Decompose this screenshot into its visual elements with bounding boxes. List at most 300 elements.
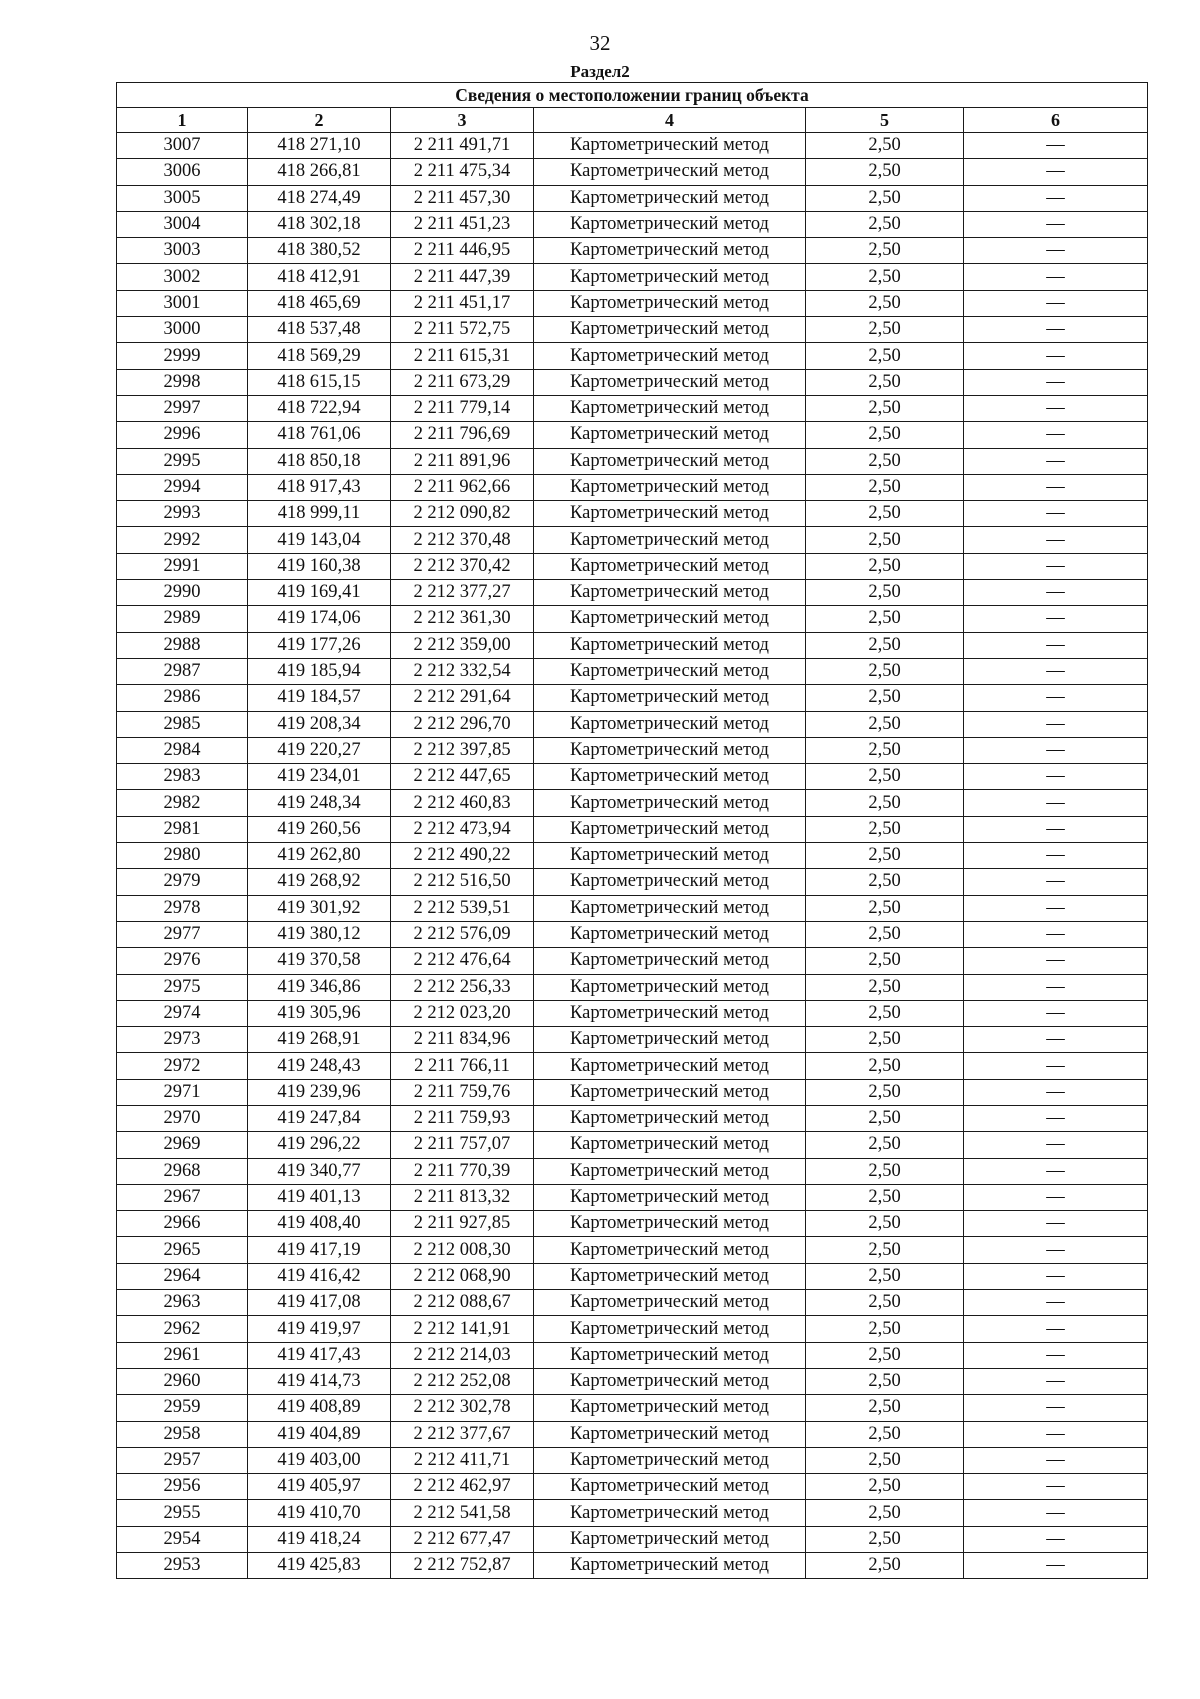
determination-method: Картометрический метод [534, 685, 806, 711]
table-row [117, 1316, 1148, 1342]
x-coordinate: 418 850,18 [248, 448, 391, 474]
point-description: — [964, 553, 1148, 579]
accuracy-value: 2,50 [806, 764, 964, 790]
y-coordinate: 2 212 377,27 [391, 580, 534, 606]
x-coordinate: 418 761,06 [248, 422, 391, 448]
x-coordinate: 419 408,89 [248, 1395, 391, 1421]
x-coordinate: 419 143,04 [248, 527, 391, 553]
accuracy-value: 2,50 [806, 264, 964, 290]
determination-method: Картометрический метод [534, 1316, 806, 1342]
point-number: 2964 [117, 1263, 248, 1289]
accuracy-value: 2,50 [806, 1500, 964, 1526]
accuracy-value: 2,50 [806, 580, 964, 606]
x-coordinate: 418 266,81 [248, 159, 391, 185]
point-number: 2968 [117, 1158, 248, 1184]
determination-method: Картометрический метод [534, 658, 806, 684]
y-coordinate: 2 212 291,64 [391, 685, 534, 711]
point-description: — [964, 1079, 1148, 1105]
x-coordinate: 419 301,92 [248, 895, 391, 921]
table-row [117, 895, 1148, 921]
column-number: 4 [534, 108, 806, 133]
accuracy-value: 2,50 [806, 790, 964, 816]
table-row [117, 185, 1148, 211]
table-row [117, 527, 1148, 553]
determination-method: Картометрический метод [534, 1526, 806, 1552]
y-coordinate: 2 212 256,33 [391, 974, 534, 1000]
determination-method: Картометрический метод [534, 474, 806, 500]
accuracy-value: 2,50 [806, 632, 964, 658]
accuracy-value: 2,50 [806, 1421, 964, 1447]
point-description: — [964, 1316, 1148, 1342]
point-number: 3002 [117, 264, 248, 290]
point-description: — [964, 264, 1148, 290]
determination-method: Картометрический метод [534, 1263, 806, 1289]
y-coordinate: 2 211 475,34 [391, 159, 534, 185]
point-number: 2994 [117, 474, 248, 500]
accuracy-value: 2,50 [806, 606, 964, 632]
point-description: — [964, 606, 1148, 632]
point-number: 3004 [117, 211, 248, 237]
y-coordinate: 2 212 490,22 [391, 843, 534, 869]
point-description: — [964, 1053, 1148, 1079]
x-coordinate: 419 239,96 [248, 1079, 391, 1105]
determination-method: Картометрический метод [534, 948, 806, 974]
y-coordinate: 2 211 757,07 [391, 1132, 534, 1158]
accuracy-value: 2,50 [806, 1290, 964, 1316]
point-description: — [964, 1027, 1148, 1053]
y-coordinate: 2 212 023,20 [391, 1000, 534, 1026]
y-coordinate: 2 212 447,65 [391, 764, 534, 790]
point-number: 2987 [117, 658, 248, 684]
determination-method: Картометрический метод [534, 369, 806, 395]
table-row [117, 448, 1148, 474]
accuracy-value: 2,50 [806, 921, 964, 947]
point-number: 3005 [117, 185, 248, 211]
table-row [117, 580, 1148, 606]
y-coordinate: 2 212 214,03 [391, 1342, 534, 1368]
x-coordinate: 419 425,83 [248, 1553, 391, 1579]
x-coordinate: 419 169,41 [248, 580, 391, 606]
table-row [117, 658, 1148, 684]
point-number: 2962 [117, 1316, 248, 1342]
x-coordinate: 418 537,48 [248, 317, 391, 343]
point-number: 3006 [117, 159, 248, 185]
accuracy-value: 2,50 [806, 658, 964, 684]
accuracy-value: 2,50 [806, 1342, 964, 1368]
page-number: 32 [589, 31, 611, 55]
point-number: 2956 [117, 1474, 248, 1500]
accuracy-value: 2,50 [806, 737, 964, 763]
table-row [117, 816, 1148, 842]
table-row [117, 290, 1148, 316]
y-coordinate: 2 212 539,51 [391, 895, 534, 921]
determination-method: Картометрический метод [534, 816, 806, 842]
point-number: 2998 [117, 369, 248, 395]
point-number: 2978 [117, 895, 248, 921]
y-coordinate: 2 211 770,39 [391, 1158, 534, 1184]
y-coordinate: 2 211 813,32 [391, 1184, 534, 1210]
accuracy-value: 2,50 [806, 869, 964, 895]
x-coordinate: 419 401,13 [248, 1184, 391, 1210]
table-row [117, 711, 1148, 737]
column-number: 1 [117, 108, 248, 133]
determination-method: Картометрический метод [534, 843, 806, 869]
point-description: — [964, 238, 1148, 264]
determination-method: Картометрический метод [534, 264, 806, 290]
point-description: — [964, 1342, 1148, 1368]
y-coordinate: 2 212 008,30 [391, 1237, 534, 1263]
x-coordinate: 418 569,29 [248, 343, 391, 369]
accuracy-value: 2,50 [806, 317, 964, 343]
determination-method: Картометрический метод [534, 1342, 806, 1368]
point-number: 2975 [117, 974, 248, 1000]
y-coordinate: 2 211 891,96 [391, 448, 534, 474]
column-number-row [117, 108, 1148, 133]
determination-method: Картометрический метод [534, 790, 806, 816]
point-description: — [964, 1526, 1148, 1552]
determination-method: Картометрический метод [534, 1132, 806, 1158]
point-description: — [964, 1500, 1148, 1526]
y-coordinate: 2 212 090,82 [391, 501, 534, 527]
determination-method: Картометрический метод [534, 395, 806, 421]
accuracy-value: 2,50 [806, 895, 964, 921]
table-row [117, 606, 1148, 632]
point-description: — [964, 685, 1148, 711]
point-description: — [964, 317, 1148, 343]
point-description: — [964, 1237, 1148, 1263]
point-description: — [964, 737, 1148, 763]
point-number: 2981 [117, 816, 248, 842]
point-number: 2960 [117, 1368, 248, 1394]
x-coordinate: 418 999,11 [248, 501, 391, 527]
table-row [117, 1421, 1148, 1447]
point-description: — [964, 658, 1148, 684]
point-number: 2997 [117, 395, 248, 421]
accuracy-value: 2,50 [806, 1027, 964, 1053]
point-number: 2991 [117, 553, 248, 579]
table-row [117, 1395, 1148, 1421]
column-number: 3 [391, 108, 534, 133]
determination-method: Картометрический метод [534, 869, 806, 895]
y-coordinate: 2 211 451,23 [391, 211, 534, 237]
point-description: — [964, 816, 1148, 842]
table-row [117, 1553, 1148, 1579]
table-row [117, 501, 1148, 527]
accuracy-value: 2,50 [806, 553, 964, 579]
accuracy-value: 2,50 [806, 685, 964, 711]
accuracy-value: 2,50 [806, 422, 964, 448]
accuracy-value: 2,50 [806, 1184, 964, 1210]
point-description: — [964, 133, 1148, 159]
determination-method: Картометрический метод [534, 422, 806, 448]
x-coordinate: 419 185,94 [248, 658, 391, 684]
table-row [117, 1079, 1148, 1105]
accuracy-value: 2,50 [806, 1079, 964, 1105]
determination-method: Картометрический метод [534, 501, 806, 527]
y-coordinate: 2 212 576,09 [391, 921, 534, 947]
table-row [117, 1105, 1148, 1131]
y-coordinate: 2 211 615,31 [391, 343, 534, 369]
table-row [117, 1000, 1148, 1026]
point-description: — [964, 1105, 1148, 1131]
table-row [117, 422, 1148, 448]
point-description: — [964, 527, 1148, 553]
point-number: 2996 [117, 422, 248, 448]
point-description: — [964, 1000, 1148, 1026]
point-number: 2992 [117, 527, 248, 553]
x-coordinate: 418 302,18 [248, 211, 391, 237]
table-row [117, 869, 1148, 895]
table-row [117, 1184, 1148, 1210]
point-description: — [964, 1447, 1148, 1473]
x-coordinate: 418 465,69 [248, 290, 391, 316]
y-coordinate: 2 211 779,14 [391, 395, 534, 421]
x-coordinate: 419 405,97 [248, 1474, 391, 1500]
determination-method: Картометрический метод [534, 1474, 806, 1500]
determination-method: Картометрический метод [534, 1447, 806, 1473]
y-coordinate: 2 212 462,97 [391, 1474, 534, 1500]
y-coordinate: 2 211 834,96 [391, 1027, 534, 1053]
x-coordinate: 419 346,86 [248, 974, 391, 1000]
table-row [117, 921, 1148, 947]
point-number: 3000 [117, 317, 248, 343]
accuracy-value: 2,50 [806, 1211, 964, 1237]
x-coordinate: 419 417,43 [248, 1342, 391, 1368]
determination-method: Картометрический метод [534, 974, 806, 1000]
point-description: — [964, 974, 1148, 1000]
point-number: 2976 [117, 948, 248, 974]
y-coordinate: 2 212 332,54 [391, 658, 534, 684]
point-description: — [964, 1553, 1148, 1579]
y-coordinate: 2 211 446,95 [391, 238, 534, 264]
y-coordinate: 2 212 296,70 [391, 711, 534, 737]
determination-method: Картометрический метод [534, 238, 806, 264]
table-row [117, 133, 1148, 159]
point-description: — [964, 1211, 1148, 1237]
accuracy-value: 2,50 [806, 527, 964, 553]
point-number: 2979 [117, 869, 248, 895]
y-coordinate: 2 211 447,39 [391, 264, 534, 290]
y-coordinate: 2 212 377,67 [391, 1421, 534, 1447]
table-row [117, 1368, 1148, 1394]
determination-method: Картометрический метод [534, 1368, 806, 1394]
point-description: — [964, 1263, 1148, 1289]
point-description: — [964, 1132, 1148, 1158]
x-coordinate: 419 296,22 [248, 1132, 391, 1158]
table-row [117, 1132, 1148, 1158]
y-coordinate: 2 212 677,47 [391, 1526, 534, 1552]
x-coordinate: 419 268,91 [248, 1027, 391, 1053]
point-description: — [964, 1158, 1148, 1184]
point-description: — [964, 843, 1148, 869]
point-description: — [964, 501, 1148, 527]
point-description: — [964, 580, 1148, 606]
x-coordinate: 419 404,89 [248, 1421, 391, 1447]
determination-method: Картометрический метод [534, 317, 806, 343]
point-number: 2983 [117, 764, 248, 790]
x-coordinate: 419 248,43 [248, 1053, 391, 1079]
x-coordinate: 419 160,38 [248, 553, 391, 579]
x-coordinate: 419 208,34 [248, 711, 391, 737]
x-coordinate: 418 615,15 [248, 369, 391, 395]
table-row [117, 790, 1148, 816]
accuracy-value: 2,50 [806, 395, 964, 421]
y-coordinate: 2 212 370,42 [391, 553, 534, 579]
accuracy-value: 2,50 [806, 238, 964, 264]
point-number: 2990 [117, 580, 248, 606]
point-number: 2954 [117, 1526, 248, 1552]
point-number: 2980 [117, 843, 248, 869]
x-coordinate: 419 262,80 [248, 843, 391, 869]
x-coordinate: 419 220,27 [248, 737, 391, 763]
accuracy-value: 2,50 [806, 1553, 964, 1579]
determination-method: Картометрический метод [534, 1290, 806, 1316]
y-coordinate: 2 212 516,50 [391, 869, 534, 895]
point-description: — [964, 185, 1148, 211]
x-coordinate: 419 370,58 [248, 948, 391, 974]
x-coordinate: 419 408,40 [248, 1211, 391, 1237]
determination-method: Картометрический метод [534, 211, 806, 237]
accuracy-value: 2,50 [806, 1316, 964, 1342]
accuracy-value: 2,50 [806, 1132, 964, 1158]
table-row [117, 238, 1148, 264]
y-coordinate: 2 212 068,90 [391, 1263, 534, 1289]
table-row [117, 764, 1148, 790]
point-description: — [964, 474, 1148, 500]
accuracy-value: 2,50 [806, 1053, 964, 1079]
point-number: 2995 [117, 448, 248, 474]
point-number: 2985 [117, 711, 248, 737]
point-description: — [964, 895, 1148, 921]
determination-method: Картометрический метод [534, 1500, 806, 1526]
x-coordinate: 419 260,56 [248, 816, 391, 842]
determination-method: Картометрический метод [534, 1237, 806, 1263]
point-number: 2966 [117, 1211, 248, 1237]
x-coordinate: 419 247,84 [248, 1105, 391, 1131]
accuracy-value: 2,50 [806, 1395, 964, 1421]
point-description: — [964, 921, 1148, 947]
point-number: 2982 [117, 790, 248, 816]
determination-method: Картометрический метод [534, 921, 806, 947]
x-coordinate: 418 917,43 [248, 474, 391, 500]
point-number: 3003 [117, 238, 248, 264]
table-caption-row [117, 83, 1148, 108]
determination-method: Картометрический метод [534, 553, 806, 579]
table-row [117, 1526, 1148, 1552]
x-coordinate: 419 419,97 [248, 1316, 391, 1342]
point-description: — [964, 869, 1148, 895]
point-number: 2957 [117, 1447, 248, 1473]
table-row [117, 1342, 1148, 1368]
table-row [117, 369, 1148, 395]
point-number: 2993 [117, 501, 248, 527]
column-number: 5 [806, 108, 964, 133]
accuracy-value: 2,50 [806, 1000, 964, 1026]
table-row [117, 1237, 1148, 1263]
y-coordinate: 2 212 541,58 [391, 1500, 534, 1526]
x-coordinate: 419 417,19 [248, 1237, 391, 1263]
table-row [117, 1447, 1148, 1473]
point-description: — [964, 1421, 1148, 1447]
boundary-coordinates-table [116, 82, 1148, 1579]
table-row [117, 948, 1148, 974]
y-coordinate: 2 212 088,67 [391, 1290, 534, 1316]
accuracy-value: 2,50 [806, 1474, 964, 1500]
point-description: — [964, 1184, 1148, 1210]
x-coordinate: 418 412,91 [248, 264, 391, 290]
point-description: — [964, 1395, 1148, 1421]
x-coordinate: 418 274,49 [248, 185, 391, 211]
point-description: — [964, 422, 1148, 448]
table-row [117, 211, 1148, 237]
determination-method: Картометрический метод [534, 290, 806, 316]
determination-method: Картометрический метод [534, 133, 806, 159]
accuracy-value: 2,50 [806, 974, 964, 1000]
point-description: — [964, 290, 1148, 316]
determination-method: Картометрический метод [534, 1079, 806, 1105]
table-row [117, 1290, 1148, 1316]
table-row [117, 1053, 1148, 1079]
determination-method: Картометрический метод [534, 606, 806, 632]
accuracy-value: 2,50 [806, 843, 964, 869]
point-number: 2988 [117, 632, 248, 658]
accuracy-value: 2,50 [806, 1368, 964, 1394]
accuracy-value: 2,50 [806, 711, 964, 737]
point-description: — [964, 159, 1148, 185]
point-description: — [964, 790, 1148, 816]
accuracy-value: 2,50 [806, 343, 964, 369]
point-number: 2974 [117, 1000, 248, 1026]
determination-method: Картометрический метод [534, 1053, 806, 1079]
x-coordinate: 419 305,96 [248, 1000, 391, 1026]
y-coordinate: 2 212 302,78 [391, 1395, 534, 1421]
point-description: — [964, 1290, 1148, 1316]
point-number: 2959 [117, 1395, 248, 1421]
accuracy-value: 2,50 [806, 159, 964, 185]
determination-method: Картометрический метод [534, 1027, 806, 1053]
point-description: — [964, 948, 1148, 974]
determination-method: Картометрический метод [534, 895, 806, 921]
point-number: 3007 [117, 133, 248, 159]
accuracy-value: 2,50 [806, 1526, 964, 1552]
point-number: 2958 [117, 1421, 248, 1447]
table-row [117, 317, 1148, 343]
table-body [117, 133, 1148, 1579]
point-number: 2986 [117, 685, 248, 711]
point-number: 2961 [117, 1342, 248, 1368]
point-description: — [964, 1368, 1148, 1394]
y-coordinate: 2 211 927,85 [391, 1211, 534, 1237]
accuracy-value: 2,50 [806, 448, 964, 474]
x-coordinate: 419 184,57 [248, 685, 391, 711]
point-number: 2999 [117, 343, 248, 369]
accuracy-value: 2,50 [806, 501, 964, 527]
accuracy-value: 2,50 [806, 474, 964, 500]
column-number: 6 [964, 108, 1148, 133]
table-row [117, 395, 1148, 421]
point-description: — [964, 711, 1148, 737]
table-caption: Сведения о местоположении границ объекта [117, 83, 1148, 108]
point-number: 2955 [117, 1500, 248, 1526]
determination-method: Картометрический метод [534, 448, 806, 474]
table-row [117, 159, 1148, 185]
table-row [117, 685, 1148, 711]
x-coordinate: 419 177,26 [248, 632, 391, 658]
y-coordinate: 2 211 572,75 [391, 317, 534, 343]
accuracy-value: 2,50 [806, 369, 964, 395]
y-coordinate: 2 212 476,64 [391, 948, 534, 974]
determination-method: Картометрический метод [534, 711, 806, 737]
